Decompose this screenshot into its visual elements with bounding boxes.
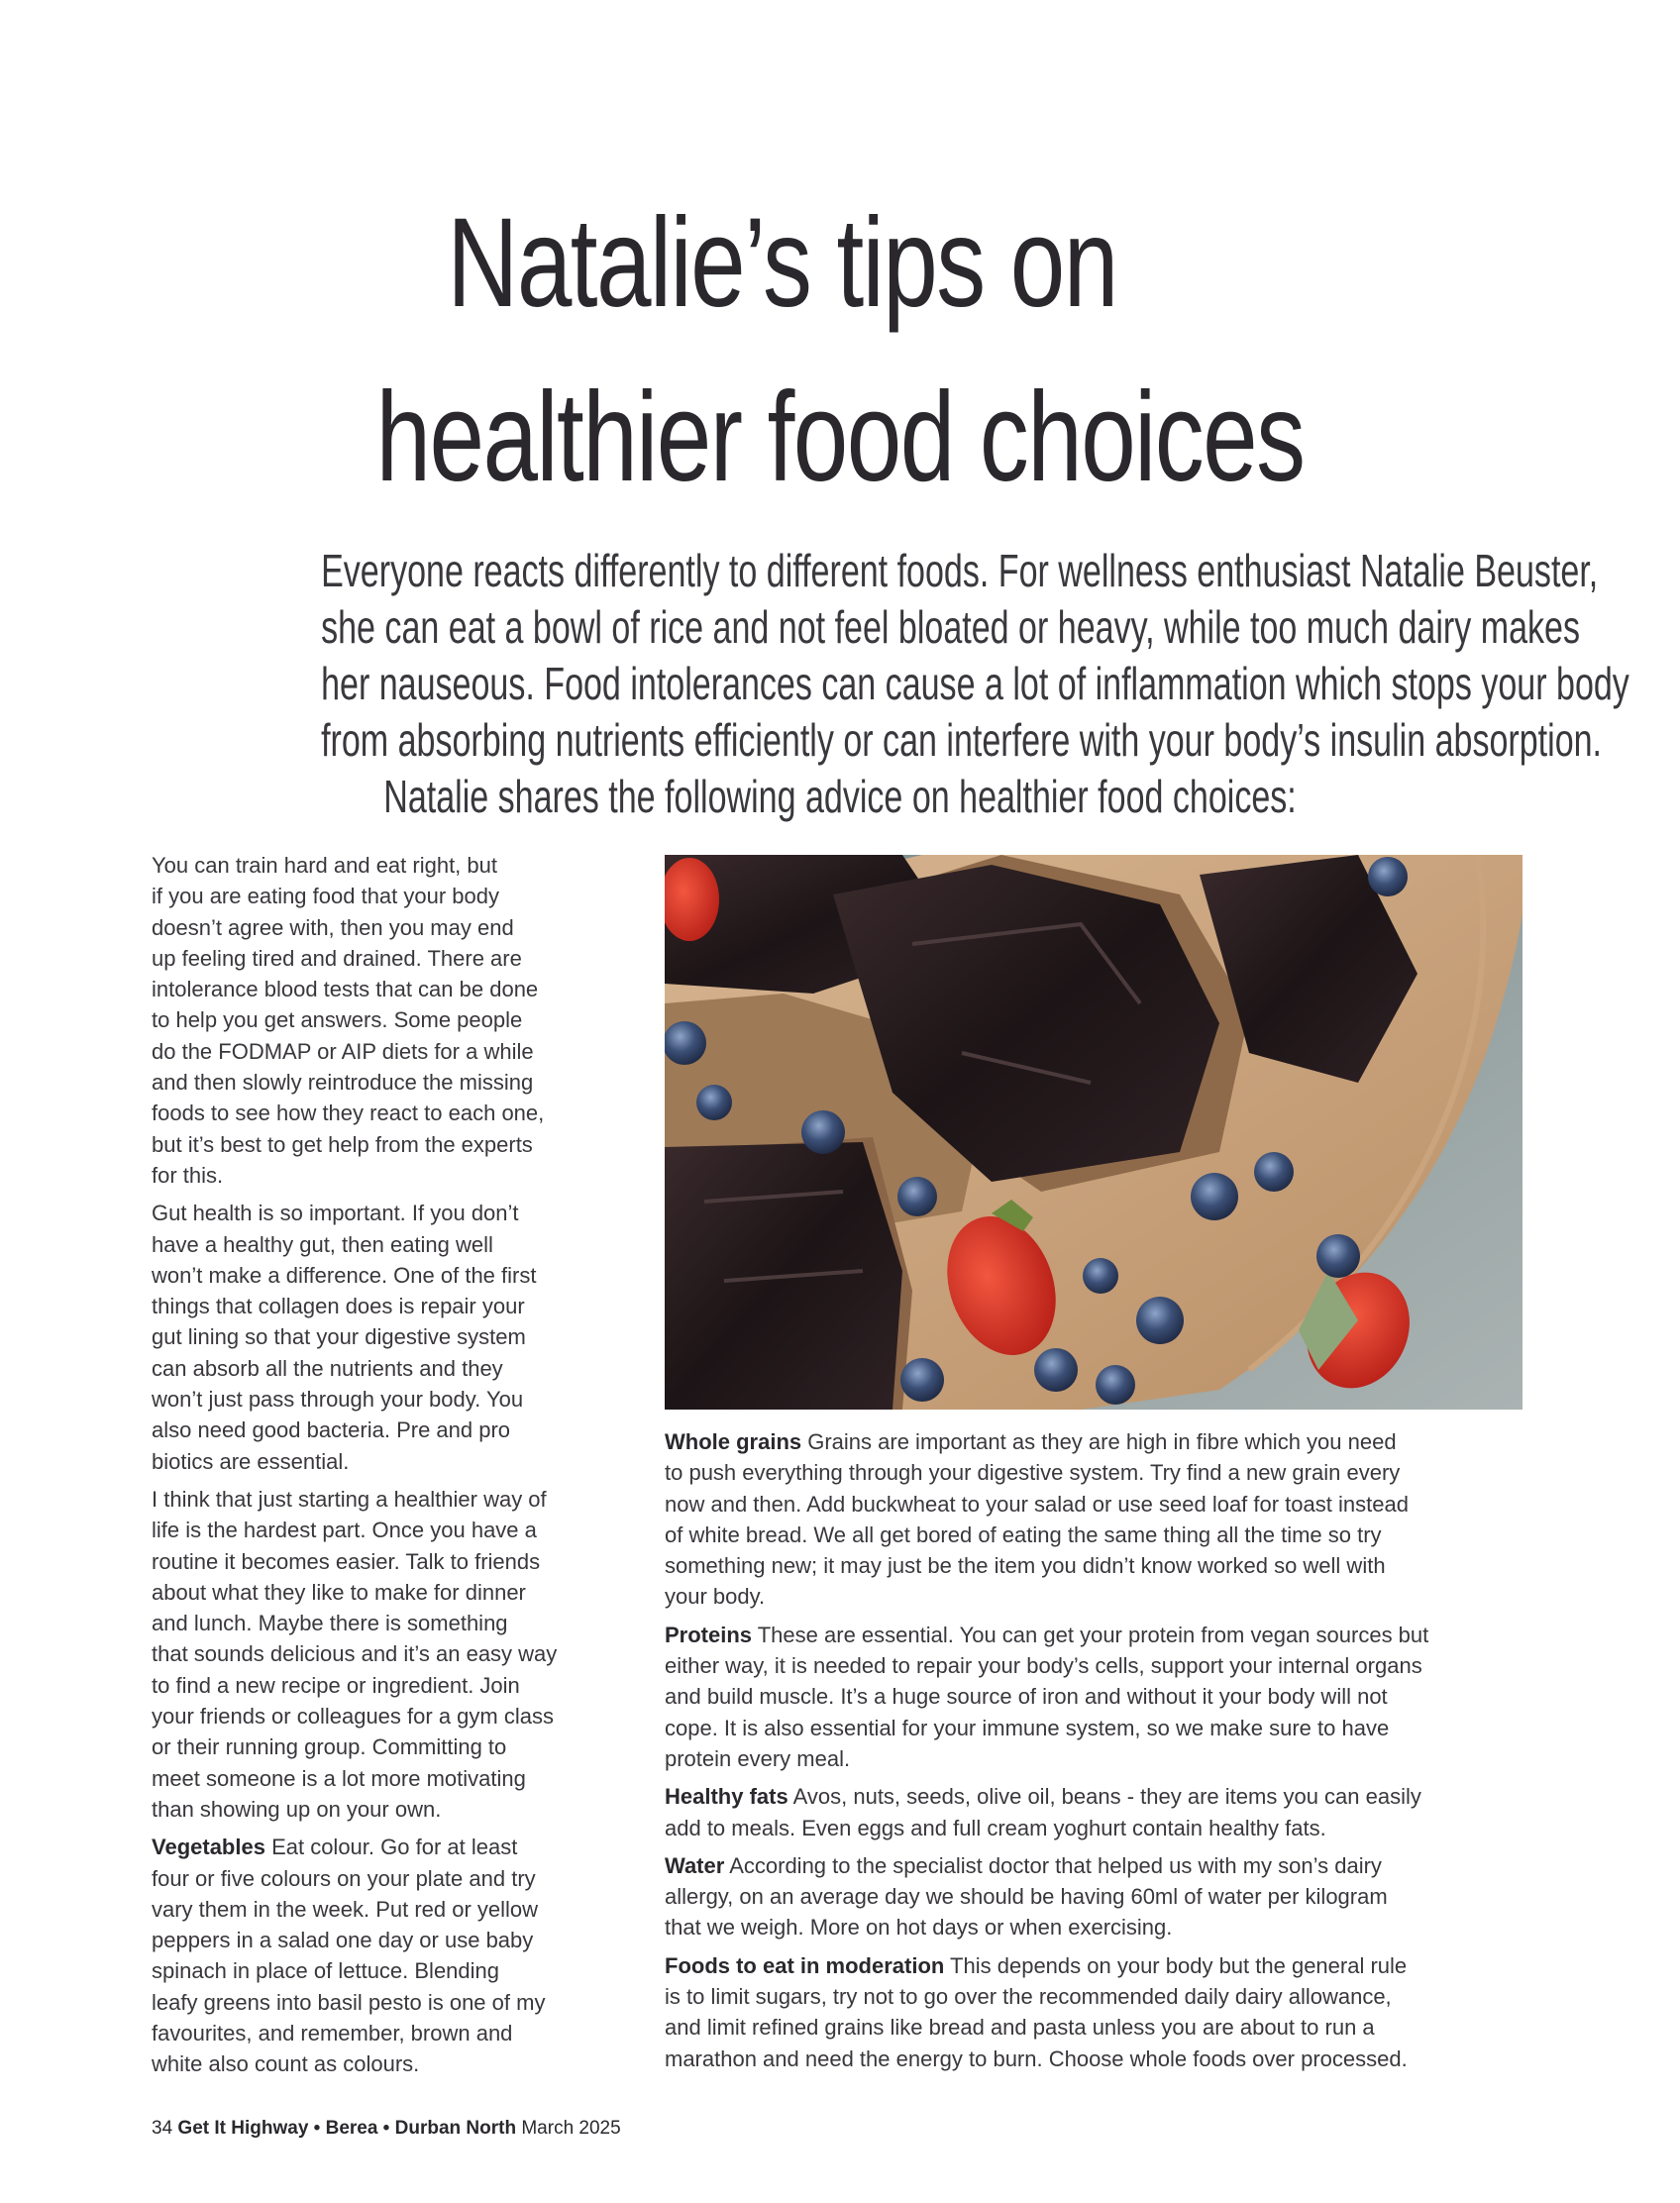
section-heading: Proteins <box>665 1622 753 1647</box>
text-line: also need good bacteria. Pre and pro <box>152 1417 511 1443</box>
text-line <box>665 1950 1536 1981</box>
text-line-rest: According to the specialist doctor that helped us with my son’s dairy <box>724 1852 1382 1878</box>
headline <box>185 176 1496 525</box>
headline-line-2: healthier food choices <box>375 367 1305 508</box>
page-number: 34 <box>152 2118 173 2139</box>
standfirst-line: Everyone reacts differently to different foods. For wellness enthusiast Natalie Beuster, <box>321 545 1599 596</box>
issue-date: March 2025 <box>521 2118 621 2139</box>
text-line: foods to see how they react to each one, <box>152 1101 545 1126</box>
text-line: peppers in a salad one day or use baby <box>152 1928 534 1953</box>
text-line: and limit refined grains like bread and pasta unless you are about to run a <box>665 2015 1375 2041</box>
text-line: and lunch. Maybe there is something <box>152 1611 508 1636</box>
text-line: protein every meal. <box>665 1745 851 1771</box>
text-line-rest: This depends on your body but the general rule <box>944 1952 1408 1978</box>
text-line-rest: Eat colour. Go for at least <box>264 1835 518 1860</box>
text-line: or their running group. Committing to <box>152 1734 507 1760</box>
text-line: biotics are essential. <box>152 1448 350 1474</box>
text-line: You can train hard and eat right, but <box>152 853 497 878</box>
text-line: allergy, on an average day we should be having 60ml of water per kilogram <box>665 1884 1388 1910</box>
standfirst-line: her nauseous. Food intolerances can cause a lot of inflammation which stops your body <box>321 658 1629 709</box>
right-column <box>665 1426 1536 2081</box>
text-line: something new; it may just be the item you didn’t know worked so well with <box>665 1553 1386 1579</box>
text-line: meet someone is a lot more motivating <box>152 1765 526 1791</box>
chocolate-bars-photo <box>665 855 1522 1410</box>
headline-line-1: Natalie’s tips on <box>447 192 1117 334</box>
vegetables-section <box>152 1832 607 2079</box>
text-line: that sounds delicious and it’s an easy way <box>152 1641 558 1667</box>
page-footer <box>152 2118 621 2140</box>
text-line: to push everything through your digestive system. Try find a new grain every <box>665 1460 1401 1486</box>
text-line: add to meals. Even eggs and full cream yoghurt contain healthy fats. <box>665 1815 1326 1840</box>
text-line: four or five colours on your plate and try <box>152 1865 536 1891</box>
healthy-way-paragraph <box>152 1484 607 1825</box>
text-line <box>665 1850 1536 1881</box>
text-line: I think that just starting a healthier way of <box>152 1486 547 1512</box>
text-line: and then slowly reintroduce the missing <box>152 1070 534 1096</box>
text-line: leafy greens into basil pesto is one of my <box>152 1989 546 2015</box>
text-line <box>665 1620 1536 1650</box>
text-line: doesn’t agree with, then you may end <box>152 914 514 940</box>
section-heading: Whole grains <box>665 1429 802 1454</box>
text-line: either way, it is needed to repair your body’s cells, support your internal organs <box>665 1653 1422 1679</box>
text-line: your body. <box>665 1584 766 1610</box>
text-line: than showing up on your own. <box>152 1796 442 1822</box>
text-line: things that collagen does is repair your <box>152 1294 525 1319</box>
standfirst-line: Natalie shares the following advice on healthier food choices: <box>383 771 1297 822</box>
publication-name: Get It Highway • Berea • Durban North <box>177 2118 517 2139</box>
text-line: of white bread. We all get bored of eating the same thing all the time so try <box>665 1521 1382 1547</box>
text-line <box>152 1832 607 1862</box>
text-line: favourites, and remember, brown and <box>152 2020 513 2046</box>
whole-grains-section <box>665 1426 1536 1613</box>
text-line: gut lining so that your digestive system <box>152 1324 526 1350</box>
section-heading: Water <box>665 1852 725 1878</box>
healthy-fats-section <box>665 1781 1536 1843</box>
text-line: to help you get answers. Some people <box>152 1007 523 1033</box>
moderation-section <box>665 1950 1536 2074</box>
standfirst-line: she can eat a bowl of rice and not feel bloated or heavy, while too much dairy makes <box>321 601 1580 653</box>
text-line: and build muscle. It’s a huge source of iron and without it your body will not <box>665 1684 1388 1710</box>
text-line: vary them in the week. Put red or yellow <box>152 1896 539 1922</box>
section-heading: Vegetables <box>152 1835 265 1860</box>
standfirst <box>139 543 1629 825</box>
text-line: your friends or colleagues for a gym class <box>152 1704 554 1730</box>
text-line: can absorb all the nutrients and they <box>152 1355 503 1381</box>
gut-health-paragraph <box>152 1198 607 1477</box>
text-line <box>665 1426 1536 1457</box>
text-line: now and then. Add buckwheat to your salad or use seed loaf for toast instead <box>665 1491 1409 1517</box>
text-line: if you are eating food that your body <box>152 884 500 909</box>
standfirst-line: from absorbing nutrients efficiently or can interfere with your body’s insulin absorption. <box>321 714 1603 766</box>
text-line: life is the hardest part. Once you have a <box>152 1518 537 1543</box>
text-line-rest: Avos, nuts, seeds, olive oil, beans - they are items you can easily <box>788 1784 1421 1810</box>
left-column <box>152 850 607 2087</box>
text-line-rest: Grains are important as they are high in fibre which you need <box>801 1429 1397 1454</box>
text-line: Gut health is so important. If you don’t <box>152 1201 519 1226</box>
text-line: do the FODMAP or AIP diets for a while <box>152 1038 534 1064</box>
proteins-section <box>665 1620 1536 1774</box>
text-line: intolerance blood tests that can be done <box>152 977 539 1002</box>
text-line: for this. <box>152 1162 224 1188</box>
text-line: white also count as colours. <box>152 2051 420 2077</box>
intro-paragraph <box>152 850 607 1191</box>
text-line: marathon and need the energy to burn. Choose whole foods over processed. <box>665 2046 1408 2071</box>
section-heading: Healthy fats <box>665 1784 788 1810</box>
text-line: that we weigh. More on hot days or when exercising. <box>665 1915 1173 1941</box>
text-line: up feeling tired and drained. There are <box>152 945 522 971</box>
text-line: spinach in place of lettuce. Blending <box>152 1958 500 1984</box>
section-heading: Foods to eat in moderation <box>665 1952 945 1978</box>
water-section <box>665 1850 1536 1943</box>
text-line <box>665 1781 1536 1812</box>
text-line: is to limit sugars, try not to go over the recommended daily dairy allowance, <box>665 1984 1392 2010</box>
text-line: cope. It is also essential for your immune system, so we make sure to have <box>665 1715 1390 1740</box>
text-line: to find a new recipe or ingredient. Join <box>152 1672 520 1698</box>
text-line: but it’s best to get help from the experts <box>152 1131 533 1157</box>
text-line: routine it becomes easier. Talk to friends <box>152 1548 541 1574</box>
text-line: have a healthy gut, then eating well <box>152 1231 493 1257</box>
text-line-rest: These are essential. You can get your protein from vegan sources but <box>752 1622 1429 1647</box>
text-line: about what they like to make for dinner <box>152 1579 526 1605</box>
text-line: won’t make a difference. One of the first <box>152 1262 537 1288</box>
text-line: won’t just pass through your body. You <box>152 1387 524 1413</box>
